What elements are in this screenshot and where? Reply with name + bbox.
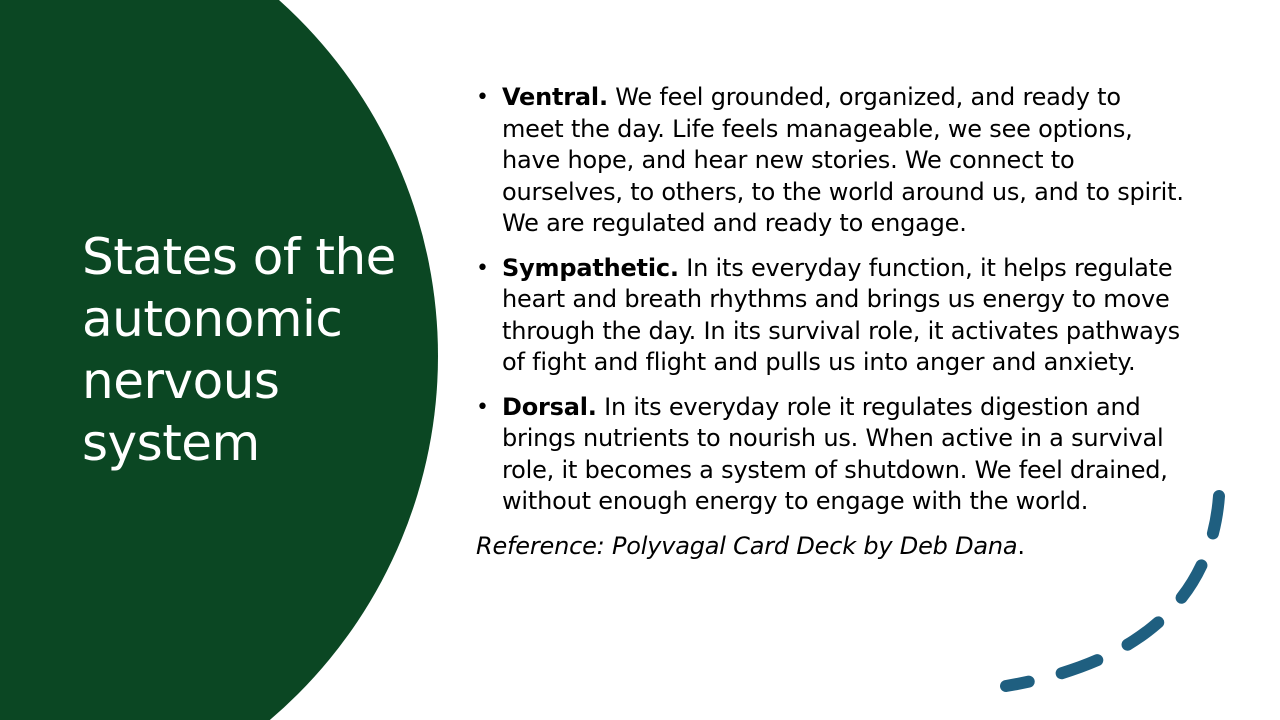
bullet-list xyxy=(476,82,1186,518)
bullet-text: In its everyday role it regulates digestion and brings nutrients to nourish us. When active in a survival role, it becomes a system of shutdown. We feel drained, without enough energy to engage with the world. xyxy=(502,392,1168,515)
reference-period: . xyxy=(1017,531,1025,560)
bullet-term: Sympathetic. xyxy=(502,253,679,282)
bullet-term: Ventral. xyxy=(502,83,608,111)
bullet-item-sympathetic xyxy=(476,253,1186,379)
title-line: nervous xyxy=(82,352,280,410)
slide-title xyxy=(82,226,412,474)
bullet-term: Dorsal. xyxy=(502,392,597,421)
title-line: States of the xyxy=(82,228,396,286)
slide-body xyxy=(476,82,1186,586)
title-line: system xyxy=(82,414,260,472)
title-line: autonomic xyxy=(82,290,343,348)
bullet-item-ventral xyxy=(476,82,1186,240)
reference-note xyxy=(476,531,1186,563)
bullet-text: In its everyday function, it helps regulate heart and breath rhythms and brings us energy to move through the day. In its survival role, it activates pathways of fight and flight and pulls us into anger and anxiety. xyxy=(502,253,1180,376)
bullet-dot-icon: • xyxy=(476,394,489,420)
bullet-dot-icon: • xyxy=(476,85,489,110)
bullet-dot-icon: • xyxy=(476,255,489,281)
bullet-text: We feel grounded, organized, and ready to meet the day. Life feels manageable, we see options, have hope, and hear new stories. We connect to ourselves, to others, to the world around us, and to spirit. We are regulated and ready to engage. xyxy=(502,83,1184,237)
reference-text: Reference: Polyvagal Card Deck by Deb Dana xyxy=(476,531,1018,560)
bullet-item-dorsal xyxy=(476,392,1186,518)
